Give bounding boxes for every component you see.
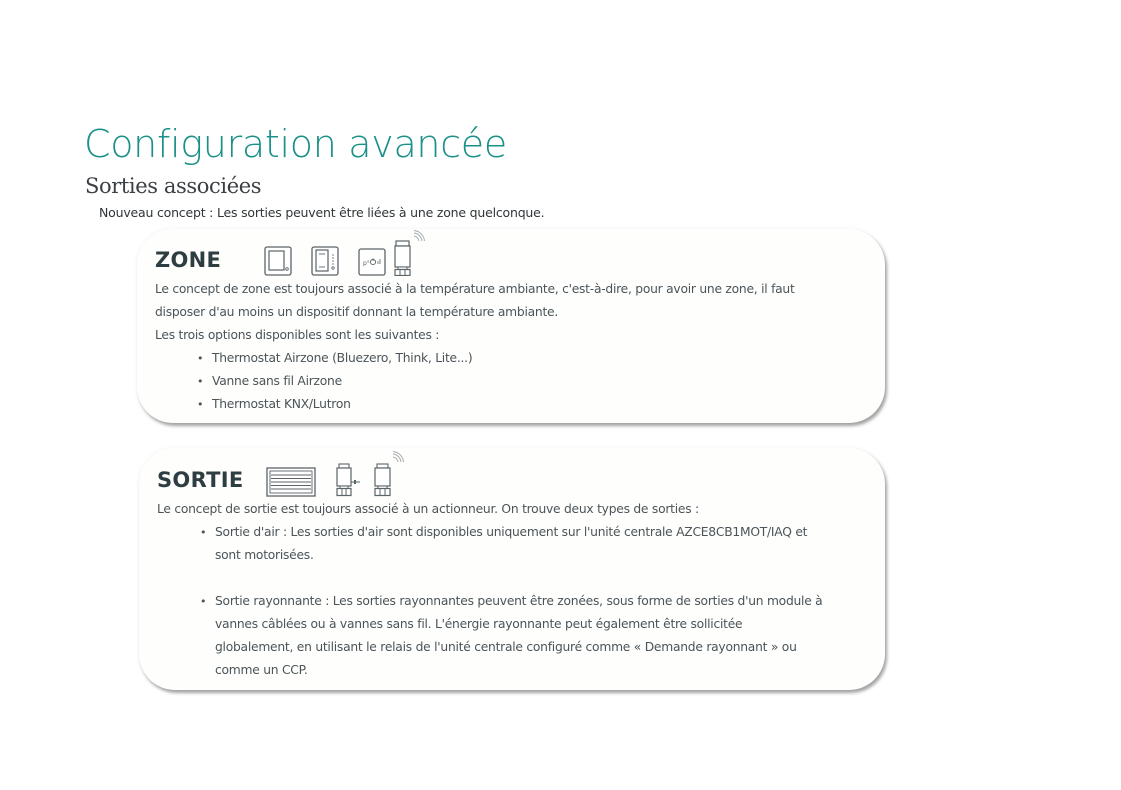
svg-text:p°: p° <box>363 260 370 267</box>
list-item-continuation <box>215 636 822 659</box>
bullet-icon: • <box>197 375 204 388</box>
list-item <box>197 347 473 370</box>
list-item <box>197 370 472 393</box>
zone-option: Vanne sans fil Airzone <box>212 374 342 388</box>
zone-text-line-2: disposer d'au moins un dispositif donnant la température ambiante. <box>155 305 558 319</box>
intro-text: Nouveau concept : Les sorties peuvent être liées à une zone quelconque. <box>99 205 545 220</box>
wired-valve-icon <box>335 463 365 497</box>
sortie-air-line-2: sont motorisées. <box>215 548 314 562</box>
sortie-types-list <box>200 521 823 682</box>
list-item <box>200 590 823 613</box>
list-item-continuation <box>215 544 822 567</box>
wireless-valve-icon <box>392 230 426 276</box>
zone-option: Thermostat Airzone (Bluezero, Think, Lite...) <box>212 351 473 365</box>
knx-thermostat-icon <box>358 248 386 276</box>
bullet-icon: • <box>197 398 204 411</box>
sortie-radiant-line-4: comme un CCP. <box>215 663 308 677</box>
zone-text-line-1: Le concept de zone est toujours associé à la température ambiante, c'est-à-dire, pour avoir une zone, il faut <box>155 282 795 296</box>
zone-icons <box>264 230 426 276</box>
thermostat-display-icon <box>311 246 339 276</box>
section-subtitle: Sorties associées <box>85 174 262 198</box>
zone-heading: ZONE <box>155 248 222 272</box>
list-item-continuation <box>215 613 822 636</box>
air-grille-icon <box>266 467 316 497</box>
bullet-icon: • <box>200 595 207 608</box>
sortie-radiant-line-3: globalement, en utilisant le relais de l'unité centrale configuré comme « Demande rayonnant » ou <box>215 640 797 654</box>
zone-card <box>137 229 885 423</box>
sortie-radiant-line-1: Sortie rayonnante : Les sorties rayonnantes peuvent être zonées, sous forme de sorties d'un module à <box>215 594 823 608</box>
page-title: Configuration avancée <box>84 122 507 166</box>
sortie-heading: SORTIE <box>157 468 244 492</box>
list-item <box>197 393 472 416</box>
sortie-intro-text: Le concept de sortie est toujours associé à un actionneur. On trouve deux types de sorties : <box>157 502 699 516</box>
zone-option: Thermostat KNX/Lutron <box>212 397 351 411</box>
bullet-icon: • <box>200 526 207 539</box>
wireless-valve-icon <box>373 451 407 497</box>
sortie-air-line-1: Sortie d'air : Les sorties d'air sont disponibles uniquement sur l'unité centrale AZCE8CB1MOT/IAQ et <box>215 525 808 539</box>
list-spacer <box>215 567 822 590</box>
zone-options-list <box>197 347 473 416</box>
sortie-icons <box>266 451 407 497</box>
bullet-icon: • <box>197 352 204 365</box>
zone-text-line-3: Les trois options disponibles sont les suivantes : <box>155 328 440 342</box>
sortie-card <box>139 448 885 690</box>
list-item <box>200 521 822 544</box>
list-item-continuation <box>215 659 822 682</box>
thermostat-icon <box>264 246 292 276</box>
sortie-radiant-line-2: vannes câblées ou à vannes sans fil. L'énergie rayonnante peut également être sollicitée <box>215 617 743 631</box>
